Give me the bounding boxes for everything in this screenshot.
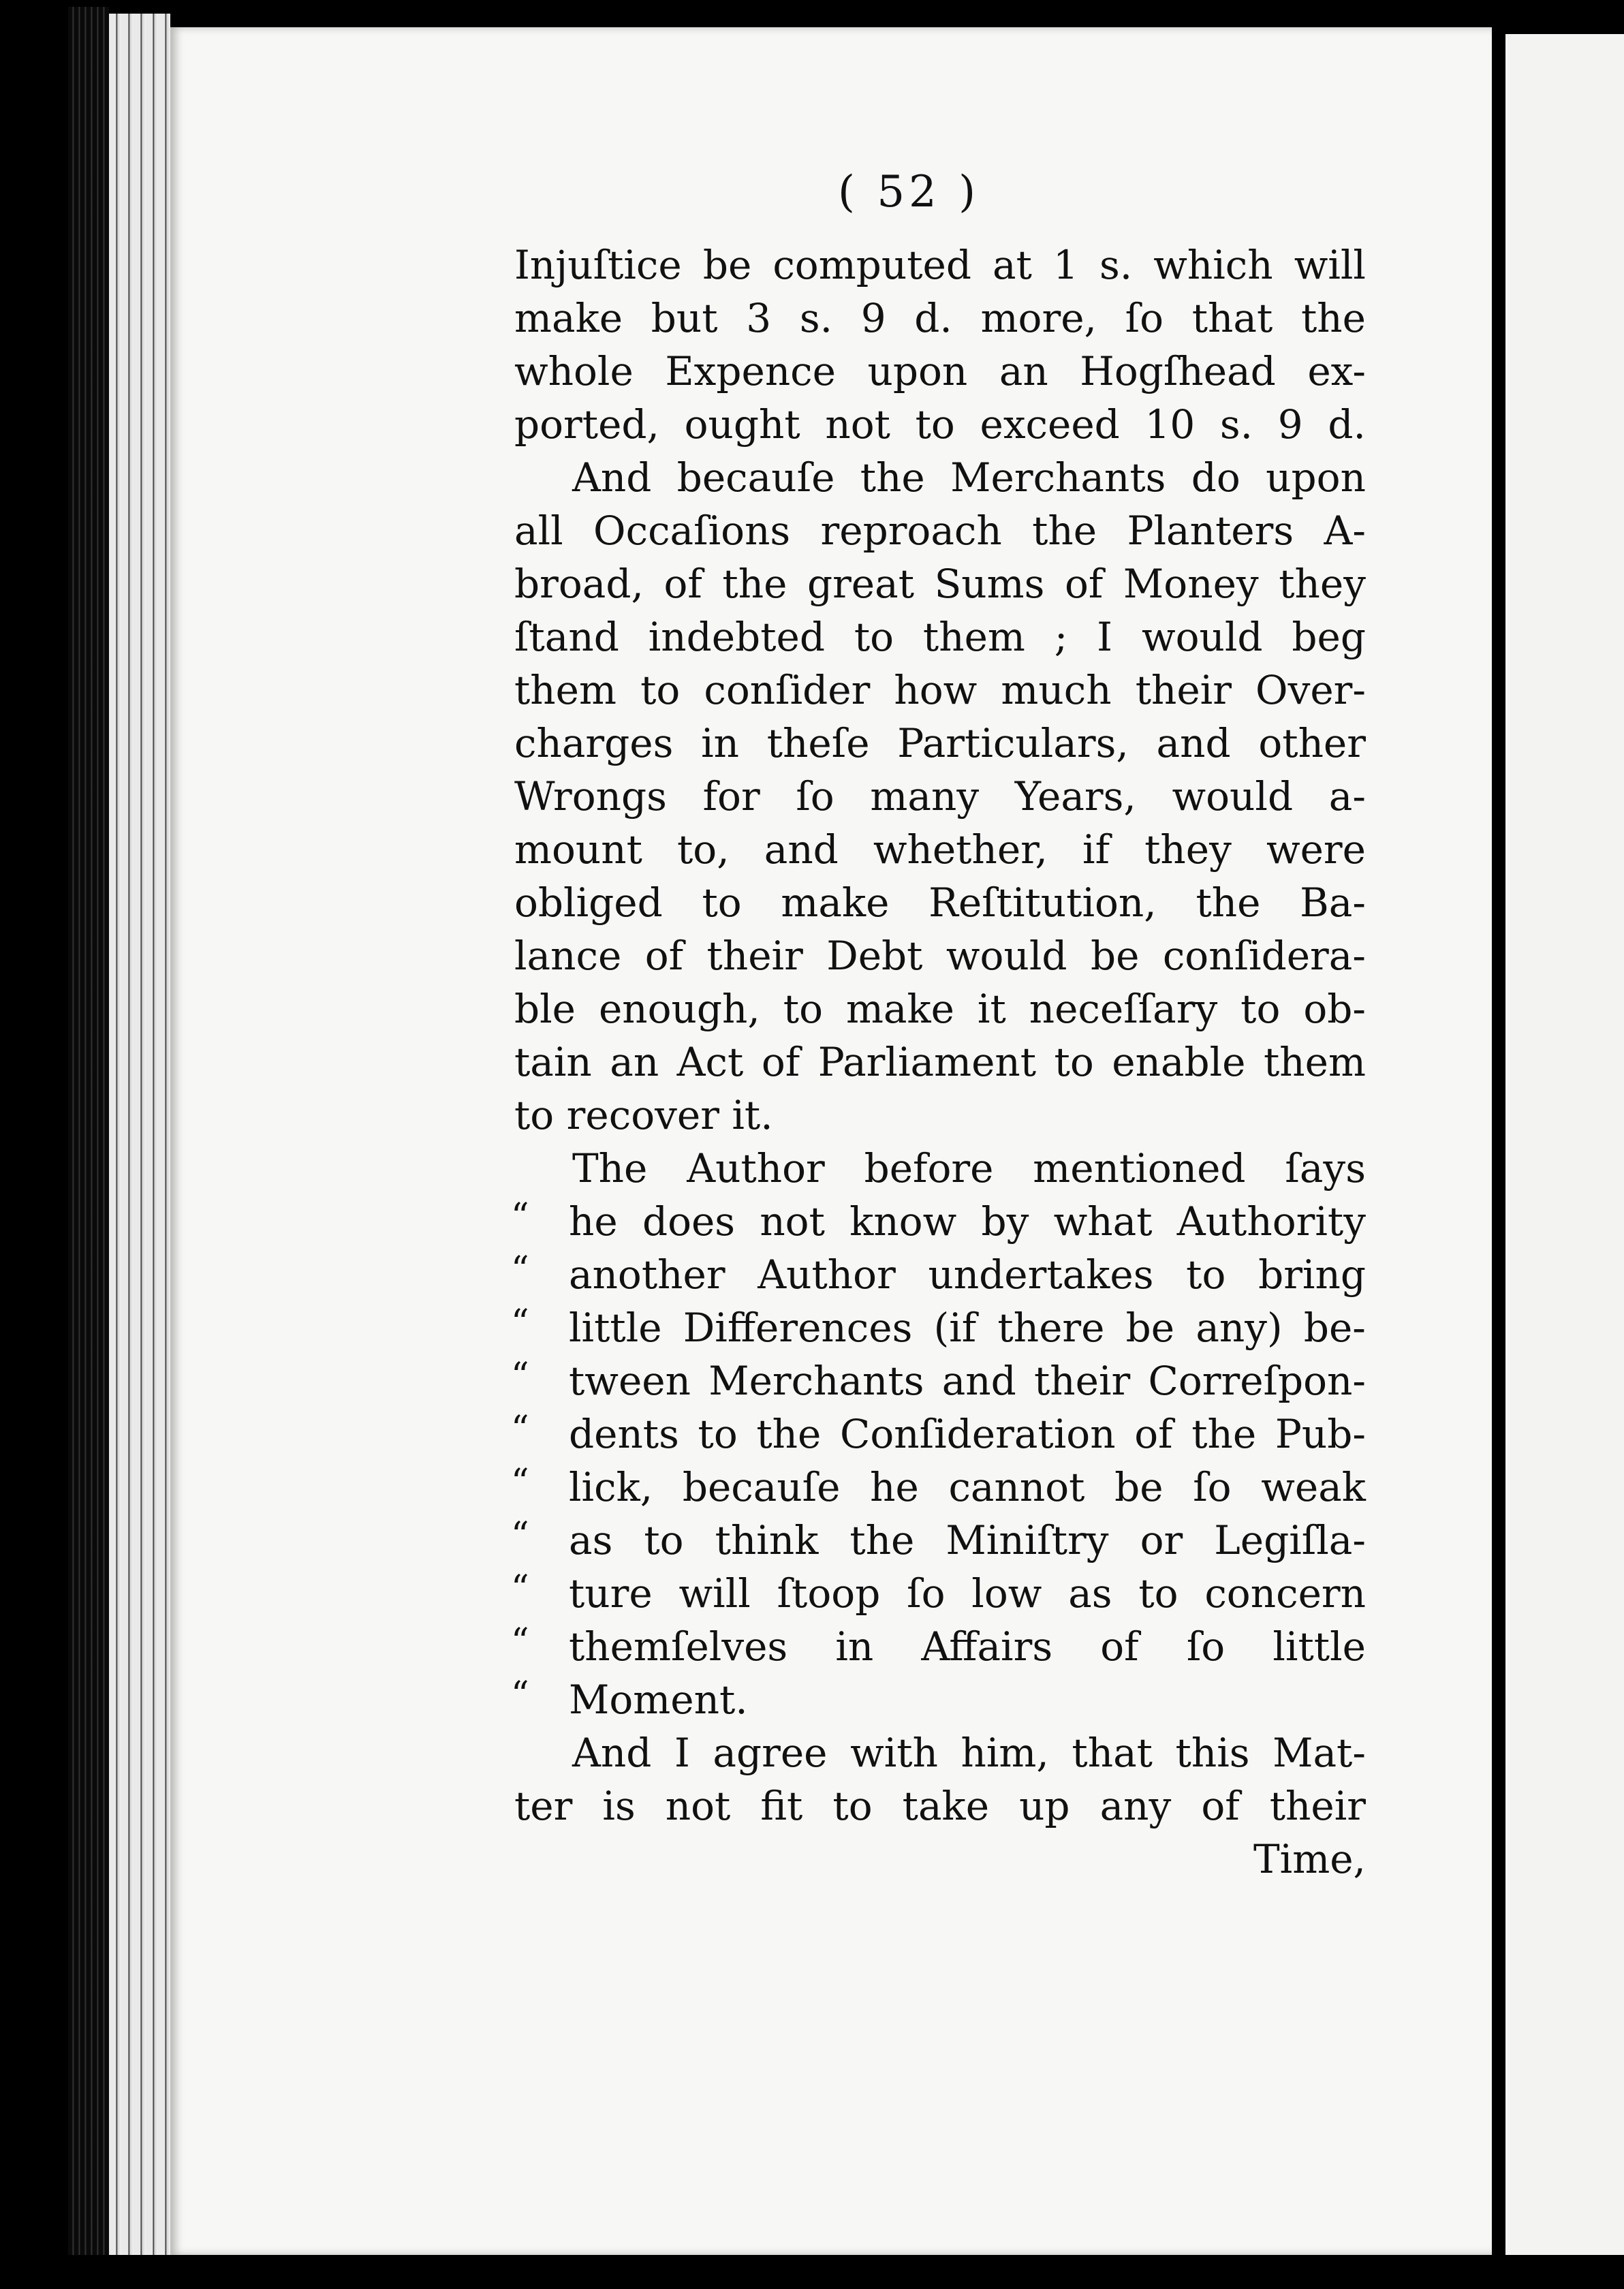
text-line: tain an Act of Parliament to enable them bbox=[514, 1039, 1366, 1085]
book-spine bbox=[68, 7, 109, 2255]
text-line: The Author before mentioned ſays bbox=[572, 1145, 1366, 1192]
text-line: dents to the Conſideration of the Pub- bbox=[569, 1411, 1366, 1457]
text-line: And becauſe the Merchants do upon bbox=[572, 454, 1366, 501]
text-line: as to think the Miniſtry or Legiſla- bbox=[569, 1517, 1366, 1563]
quotation-mark: “ bbox=[511, 1675, 529, 1715]
text-line: themſelves in Affairs of ſo little bbox=[569, 1623, 1366, 1670]
quotation-mark: “ bbox=[511, 1462, 529, 1503]
text-line: ſtand indebted to them ; I would beg bbox=[514, 614, 1366, 660]
quotation-mark: “ bbox=[511, 1409, 529, 1450]
text-line: Moment. bbox=[569, 1677, 748, 1723]
quotation-mark: “ bbox=[511, 1356, 529, 1397]
page-number: ( 52 ) bbox=[838, 167, 980, 217]
quotation-mark: “ bbox=[511, 1568, 529, 1609]
text-line: tween Merchants and their Correſpon- bbox=[569, 1358, 1366, 1404]
text-line: lance of their Debt would be conſidera- bbox=[514, 933, 1366, 979]
page-edges bbox=[109, 14, 170, 2255]
text-line: obliged to make Reſtitution, the Ba- bbox=[514, 879, 1366, 926]
page-gutter bbox=[1492, 0, 1505, 2289]
quotation-mark: “ bbox=[511, 1621, 529, 1662]
text-line: to recover it. bbox=[514, 1092, 773, 1138]
text-line: another Author undertakes to bring bbox=[569, 1251, 1366, 1298]
text-line: And I agree with him, that this Mat- bbox=[572, 1730, 1366, 1776]
text-line: ble enough, to make it neceſſary to ob- bbox=[514, 986, 1366, 1032]
quotation-mark: “ bbox=[511, 1196, 529, 1237]
quotation-mark: “ bbox=[511, 1303, 529, 1343]
text-line: charges in theſe Particulars, and other bbox=[514, 720, 1366, 766]
text-line: make but 3 s. 9 d. more, ſo that the bbox=[514, 295, 1366, 341]
text-line: he does not know by what Authority bbox=[569, 1198, 1366, 1245]
text-line: ter is not fit to take up any of their bbox=[514, 1783, 1366, 1829]
text-line: ported, ought not to exceed 10 s. 9 d. bbox=[514, 401, 1366, 448]
text-line: mount to, and whether, if they were bbox=[514, 826, 1366, 873]
text-line: little Differences (if there be any) be- bbox=[569, 1305, 1366, 1351]
quotation-mark: “ bbox=[511, 1515, 529, 1556]
text-line: Time, bbox=[1253, 1836, 1366, 1882]
text-line: Wrongs for ſo many Years, would a- bbox=[514, 773, 1366, 820]
text-line: broad, of the great Sums of Money they bbox=[514, 561, 1366, 607]
text-line: lick, becauſe he cannot be ſo weak bbox=[569, 1464, 1366, 1510]
text-line: Injuſtice be computed at 1 s. which will bbox=[514, 242, 1366, 288]
text-line: all Occaſions reproach the Planters A- bbox=[514, 508, 1366, 554]
text-line: them to conſider how much their Over- bbox=[514, 667, 1366, 713]
text-line: whole Expence upon an Hogſhead ex- bbox=[514, 348, 1366, 394]
facing-page-edge bbox=[1505, 34, 1624, 2255]
quotation-mark: “ bbox=[511, 1249, 529, 1290]
text-line: ture will ſtoop ſo low as to concern bbox=[569, 1570, 1366, 1617]
